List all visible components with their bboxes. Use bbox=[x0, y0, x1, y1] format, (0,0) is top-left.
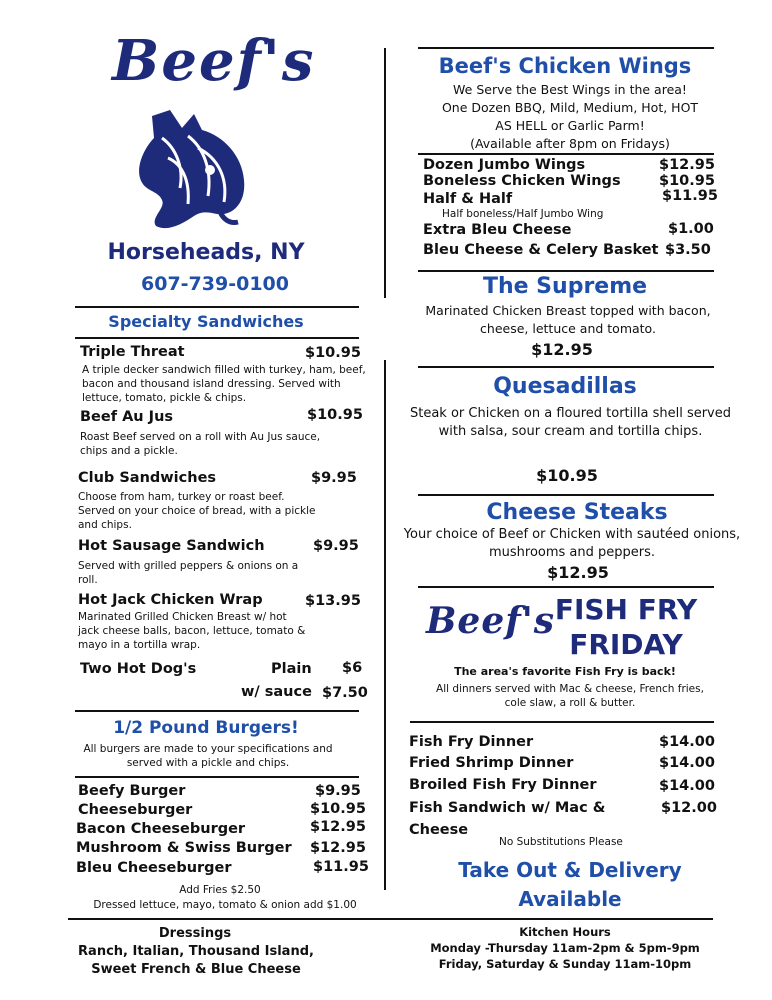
wing-item-price: $12.95 bbox=[659, 157, 715, 173]
fries-note: Add Fries $2.50 bbox=[179, 884, 261, 896]
supreme-price: $12.95 bbox=[531, 340, 593, 359]
quesadillas-price: $10.95 bbox=[536, 466, 598, 485]
half-note: Half boneless/Half Jumbo Wing bbox=[442, 208, 604, 220]
wings-desc-line: AS HELL or Garlic Parm! bbox=[495, 118, 645, 133]
menu-item-price: $9.95 bbox=[313, 538, 359, 554]
burgers-desc: All burgers are made to your specifications and served with a pickle and chips. bbox=[83, 743, 333, 769]
hours-line2: Friday, Saturday & Sunday 11am-10pm bbox=[438, 957, 692, 971]
burger-price: $9.95 bbox=[315, 783, 361, 799]
fish-item-cont: Cheese bbox=[409, 822, 469, 838]
burger-price: $12.95 bbox=[310, 840, 366, 856]
menu-item-price: $9.95 bbox=[311, 470, 357, 486]
takeout-line2: Available bbox=[518, 887, 622, 911]
fishfry-title-line1: FISH FRY bbox=[554, 593, 698, 626]
wings-desc-line: One Dozen BBQ, Mild, Medium, Hot, HOT bbox=[441, 100, 699, 115]
fish-item-price: $12.00 bbox=[661, 800, 717, 816]
fishfry-tagline: The area's favorite Fish Fry is back! bbox=[454, 665, 676, 678]
hotdog-sauce-price: $7.50 bbox=[322, 685, 368, 701]
phone: 607-739-0100 bbox=[141, 273, 289, 295]
burger-price: $12.95 bbox=[310, 819, 366, 835]
wing-item-name: Dozen Jumbo Wings bbox=[423, 157, 586, 173]
fish-item-price: $14.00 bbox=[659, 755, 715, 771]
menu-item-name: Club Sandwiches bbox=[78, 470, 217, 486]
menu-item-price: $13.95 bbox=[305, 593, 361, 609]
wings-desc-line: We Serve the Best Wings in the area! bbox=[453, 82, 687, 97]
menu-item-name: Beef Au Jus bbox=[80, 409, 174, 425]
wing-item-price: $11.95 bbox=[662, 188, 718, 204]
menu-item-desc: Choose from ham, turkey or roast beef. Served on your choice of bread, with a pickle and chips. bbox=[78, 491, 316, 531]
quesadillas-desc: Steak or Chicken on a floured tortilla shell served with salsa, sour cream and tortilla chips. bbox=[409, 406, 731, 439]
menu-item-desc: A triple decker sandwich filled with turkey, ham, beef, bacon and thousand island dressing. Served with lettuce, tomato, pickle & chips. bbox=[82, 364, 366, 404]
menu-item-name: Hot Jack Chicken Wrap bbox=[78, 592, 263, 608]
burger-name: Mushroom & Swiss Burger bbox=[76, 840, 292, 856]
menu-item-name: Triple Threat bbox=[80, 344, 185, 360]
menu-item-price: $10.95 bbox=[305, 345, 361, 361]
hotdog-plain-label: Plain bbox=[271, 661, 312, 677]
fishfry-desc: All dinners served with Mac & cheese, French fries, cole slaw, a roll & butter. bbox=[436, 683, 704, 709]
logo-text: Beef's bbox=[112, 28, 316, 94]
fish-item-name: Fish Fry Dinner bbox=[409, 734, 534, 750]
cheesesteaks-title: Cheese Steaks bbox=[486, 500, 668, 525]
dressed-note: Dressed lettuce, mayo, tomato & onion add $1.00 bbox=[93, 899, 357, 911]
supreme-title: The Supreme bbox=[482, 274, 648, 299]
burger-name: Cheeseburger bbox=[78, 802, 193, 818]
specialty-title: Specialty Sandwiches bbox=[108, 312, 304, 331]
fish-item-name: Fried Shrimp Dinner bbox=[409, 755, 574, 771]
burger-name: Bleu Cheeseburger bbox=[76, 860, 232, 876]
horse-head-icon bbox=[132, 108, 252, 238]
no-substitutions: No Substitutions Please bbox=[499, 836, 623, 848]
burger-name: Bacon Cheeseburger bbox=[76, 821, 246, 837]
takeout-line1: Take Out & Delivery bbox=[458, 858, 682, 882]
cheesesteaks-desc: Your choice of Beef or Chicken with sautéed onions, mushrooms and peppers. bbox=[403, 527, 741, 560]
wing-item-name: Boneless Chicken Wings bbox=[423, 173, 621, 189]
wing-extra-name: Extra Bleu Cheese bbox=[423, 222, 572, 238]
cheesesteaks-price: $12.95 bbox=[547, 563, 609, 582]
fishfry-logo: Beef's bbox=[426, 600, 556, 642]
quesadillas-title: Quesadillas bbox=[493, 374, 637, 399]
hours-line1: Monday -Thursday 11am-2pm & 5pm-9pm bbox=[430, 941, 700, 955]
dressings-title: Dressings bbox=[158, 926, 232, 941]
wing-extra-price: $1.00 bbox=[668, 221, 714, 237]
menu-item-desc: Roast Beef served on a roll with Au Jus sauce, chips and a pickle. bbox=[80, 431, 321, 457]
dressings-line1: Ranch, Italian, Thousand Island, bbox=[78, 944, 314, 959]
wings-desc-line: (Available after 8pm on Fridays) bbox=[470, 136, 670, 151]
burger-name: Beefy Burger bbox=[78, 783, 186, 799]
wing-item-price: $10.95 bbox=[659, 173, 715, 189]
fish-item-price: $14.00 bbox=[659, 778, 715, 794]
burger-price: $10.95 bbox=[310, 801, 366, 817]
fish-item-name: Fish Sandwich w/ Mac & bbox=[409, 800, 606, 816]
burger-price: $11.95 bbox=[313, 859, 369, 875]
fish-item-name: Broiled Fish Fry Dinner bbox=[409, 777, 597, 793]
dressings-line2: Sweet French & Blue Cheese bbox=[91, 962, 301, 977]
wing-extra-price: $3.50 bbox=[665, 242, 711, 258]
hotdog-sauce-label: w/ sauce bbox=[241, 684, 312, 700]
wing-item-name: Half & Half bbox=[423, 191, 513, 207]
wings-title: Beef's Chicken Wings bbox=[438, 54, 692, 78]
menu-item-name: Hot Sausage Sandwich bbox=[78, 538, 265, 554]
burgers-title: 1/2 Pound Burgers! bbox=[113, 718, 299, 738]
hours-title: Kitchen Hours bbox=[519, 925, 611, 939]
hotdog-name: Two Hot Dog's bbox=[80, 661, 197, 677]
hotdog-plain-price: $6 bbox=[342, 660, 363, 676]
fish-item-price: $14.00 bbox=[659, 734, 715, 750]
wing-extra-name: Bleu Cheese & Celery Basket bbox=[423, 242, 659, 258]
menu-item-desc: Served with grilled peppers & onions on a roll. bbox=[78, 560, 299, 586]
location: Horseheads, NY bbox=[107, 240, 305, 265]
supreme-desc: Marinated Chicken Breast topped with bacon, cheese, lettuce and tomato. bbox=[425, 303, 711, 336]
menu-item-desc: Marinated Grilled Chicken Breast w/ hot jack cheese balls, bacon, lettuce, tomato & mayo in a tortilla wrap. bbox=[78, 611, 306, 651]
menu-item-price: $10.95 bbox=[307, 407, 363, 423]
fishfry-title-line2: FRIDAY bbox=[569, 628, 683, 661]
